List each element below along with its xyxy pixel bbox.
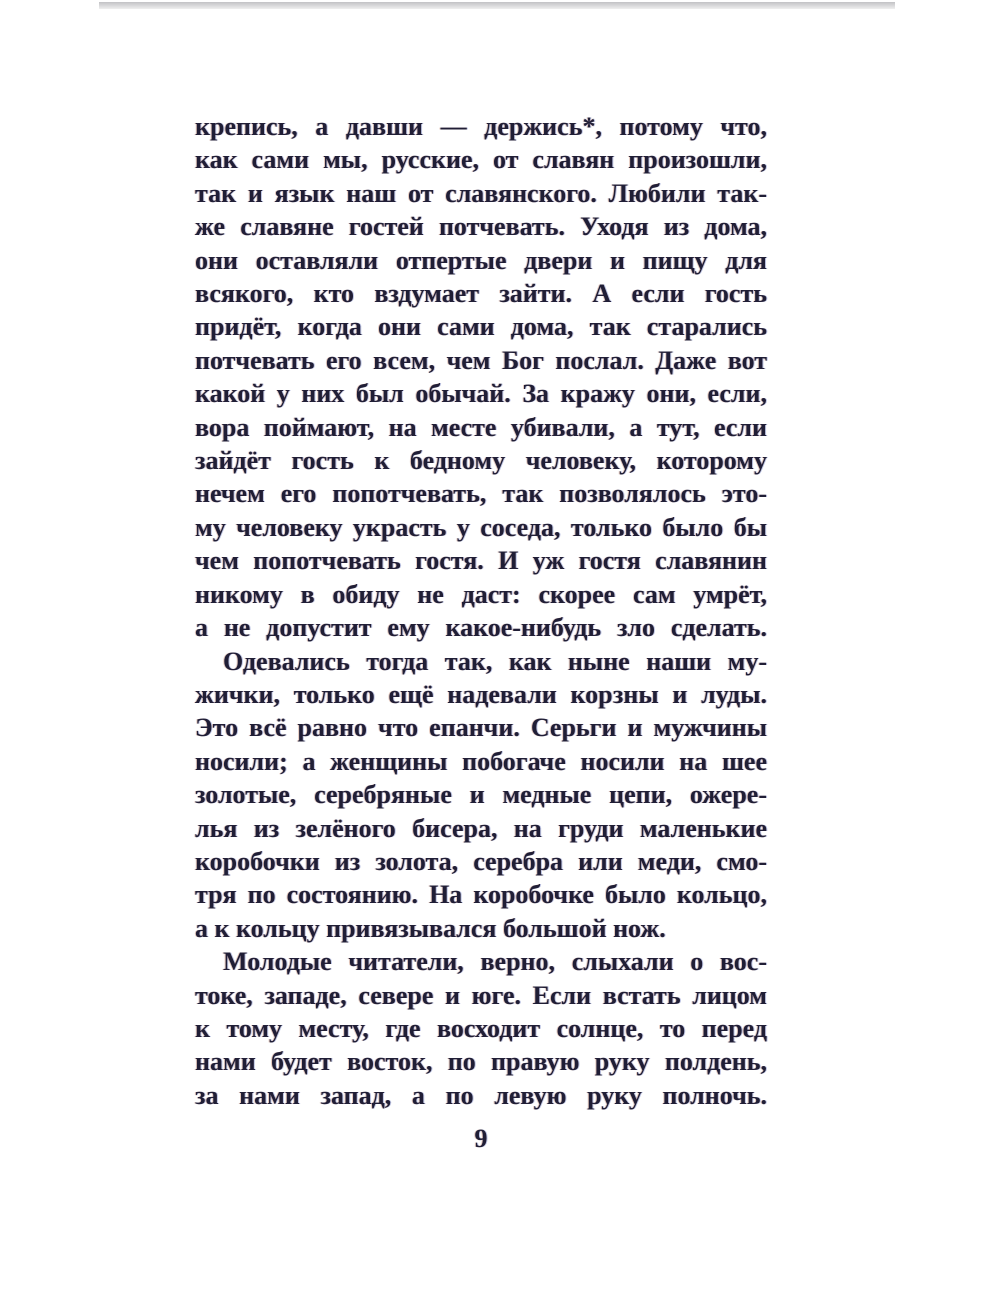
page-text (195, 110, 767, 1112)
scan-edge-artifact (99, 2, 895, 9)
text-line: му человеку украсть у соседа, только было бы (195, 512, 767, 542)
text-line: Молодые читатели, верно, слыхали о вос- (223, 947, 767, 977)
text-line: нами будет восток, по правую руку полдень, (195, 1047, 767, 1077)
text-line: к тому месту, где восходит солнце, то перед (195, 1013, 767, 1043)
text-line: крепись, а давши — держись*, потому что, (195, 112, 767, 141)
text-line: лья из зелёного бисера, на груди маленькие (195, 813, 767, 843)
page-number: 9 (474, 1124, 488, 1153)
text-line: Это всё равно что епанчи. Серьги и мужчины (195, 713, 767, 743)
text-line: они оставляли отпертые двери и пищу для (195, 245, 767, 275)
text-line: а не допустит ему какое-нибудь зло сделать. (195, 613, 767, 643)
text-line: тря по состоянию. На коробочке было кольцо, (195, 880, 767, 910)
text-line: придёт, когда они сами дома, так старались (195, 312, 767, 342)
text-line: за нами запад, а по левую руку полночь. (195, 1080, 767, 1110)
text-line: токе, западе, севере и юге. Если встать лицом (195, 980, 767, 1010)
text-line: коробочки из золота, серебра или меди, смо- (195, 846, 767, 876)
text-line: потчевать его всем, чем Бог послал. Даже вот (195, 345, 767, 375)
text-line: всякого, кто вздумает зайти. А если гость (195, 279, 767, 309)
text-line: Одевались тогда так, как ныне наши му- (223, 646, 767, 676)
text-line: какой у них был обычай. За кражу они, если, (195, 379, 767, 409)
text-line: носили; а женщины побогаче носили на шее (195, 746, 767, 776)
text-line: зайдёт гость к бедному человеку, которому (195, 446, 767, 476)
text-line: никому в обиду не даст: скорее сам умрёт, (195, 579, 767, 609)
text-line: вора поймают, на месте убивали, а тут, если (195, 412, 767, 442)
text-line: как сами мы, русские, от славян произошли, (195, 145, 767, 175)
text-line: золотые, серебряные и медные цепи, ожере- (195, 780, 767, 810)
text-line: чем попотчевать гостя. И уж гостя славянин (195, 546, 767, 576)
text-line: же славяне гостей потчевать. Уходя из дома, (195, 212, 767, 242)
text-line: нечем его попотчевать, так позволялось это- (195, 479, 767, 509)
text-line: а к кольцу привязывался большой нож. (195, 913, 666, 943)
text-line: жички, только ещё надевали корзны и луды. (195, 679, 767, 709)
text-line: так и язык наш от славянского. Любили так- (195, 178, 767, 208)
